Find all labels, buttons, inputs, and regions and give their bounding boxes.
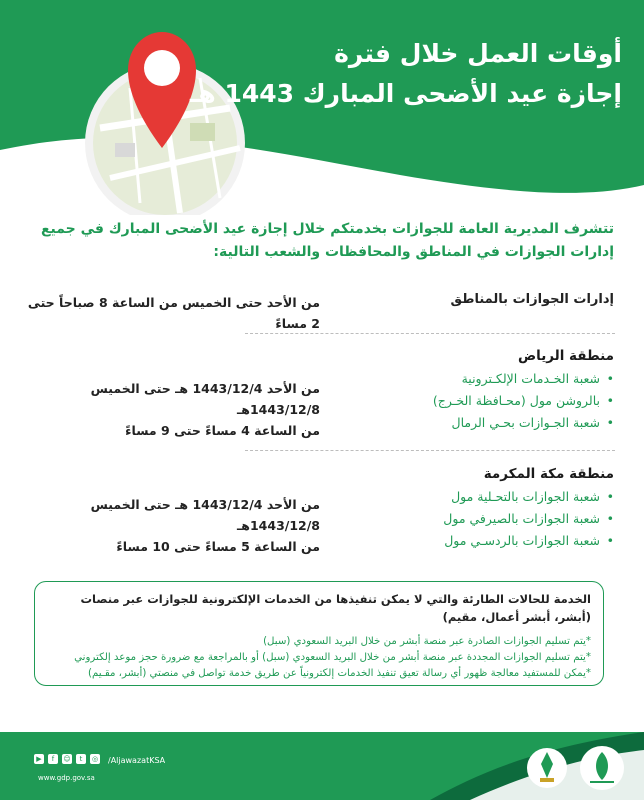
- regions-admin-time: من الأحد حتى الخميس من الساعة 8 صباحاً حتى 2 مساءً: [27, 295, 320, 331]
- notes-list: [47, 634, 591, 682]
- note-item: *يتم تسليم الجوازات المجددة عبر منصة أبشر من خلال البريد السعودي (سبل) أو بالمراجعة مع ضرورة حجز موعد إلكتروني: [74, 652, 591, 663]
- list-item: • شعبة الجـوازات بحـي الرمال: [384, 412, 614, 434]
- instagram-icon[interactable]: ◎: [91, 755, 99, 763]
- makkah-title: منطقة مكة المكرمة: [483, 466, 614, 482]
- riyadh-time-line2: من الساعة 4 مساءً حتى 9 مساءً: [125, 423, 320, 438]
- title-line1: أوقات العمل خلال فترة: [334, 39, 622, 68]
- riyadh-title: منطقة الرياض: [517, 348, 614, 364]
- makkah-time-line2: من الساعة 5 مساءً حتى 10 مساءً: [116, 539, 320, 554]
- note-item: *يمكن للمستفيد معالجة ظهور أي رسالة تعيق تنفيذ الخدمات إلكترونياً عن طريق خدمة تواصل في منصتي (أبشر، مقـيم): [88, 668, 591, 679]
- emergency-notes-box: [34, 581, 604, 686]
- footer-handle[interactable]: /AljawazatKSA: [108, 756, 166, 765]
- divider: [245, 450, 615, 451]
- makkah-branches-block: [384, 466, 614, 552]
- header-banner: [0, 0, 644, 215]
- snapchat-icon[interactable]: ☺: [63, 755, 71, 763]
- riyadh-branches-block: [384, 348, 614, 434]
- note-item: *يتم تسليم الجوازات الصادرة عبر منصة أبشر من خلال البريد السعودي (سبل): [263, 636, 591, 647]
- title-line2: إجازة عيد الأضحى المبارك 1443 هـ: [189, 79, 622, 108]
- footer-url[interactable]: www.gdp.gov.sa: [38, 774, 95, 782]
- divider: [245, 333, 615, 334]
- list-item: • شعبة الجوازات بالصيرفي مول: [384, 508, 614, 530]
- list-item: • بالروشن مول (محـافظة الخـرج): [384, 390, 614, 412]
- intro-line2: إدارات الجوازات في المناطق والمحافظات والشعب التالية:: [213, 244, 614, 260]
- emblem-logos: [522, 738, 632, 798]
- facebook-icon[interactable]: f: [48, 754, 58, 764]
- list-item: • شعبة الجوازات بالردسـي مول: [384, 530, 614, 552]
- notes-title: الخدمة للحالات الطارئة والتي لا يمكن تنفيذها من الخدمات الإلكترونية للجوازات عبر منصات (أبشر، أبشر أعمال، مقيم): [80, 592, 591, 624]
- intro-text: [40, 218, 614, 264]
- riyadh-time: [20, 378, 320, 441]
- intro-line1: تتشرف المديرية العامة للجوازات بخدمتكم خلال إجازة عيد الأضحى المبارك في جميع: [40, 221, 614, 237]
- twitter-icon[interactable]: t: [76, 754, 86, 764]
- list-item: • شعبة الخـدمات الإلكـترونية: [384, 368, 614, 390]
- riyadh-branch-list: [384, 368, 614, 434]
- social-icons: [34, 754, 100, 764]
- youtube-icon[interactable]: ▶: [34, 754, 44, 764]
- riyadh-time-line1: من الأحد 1443/12/4 هـ حتى الخميس 1443/12/8هـ: [90, 381, 320, 417]
- list-item: • شعبة الجوازات بالتحـلية مول: [384, 486, 614, 508]
- regions-admin-label: إدارات الجوازات بالمناطق: [450, 292, 614, 307]
- footer: [0, 732, 644, 800]
- makkah-branch-list: [384, 486, 614, 552]
- makkah-time: [20, 494, 320, 557]
- page-title: [162, 34, 622, 114]
- makkah-time-line1: من الأحد 1443/12/4 هـ حتى الخميس 1443/12/8هـ: [90, 497, 320, 533]
